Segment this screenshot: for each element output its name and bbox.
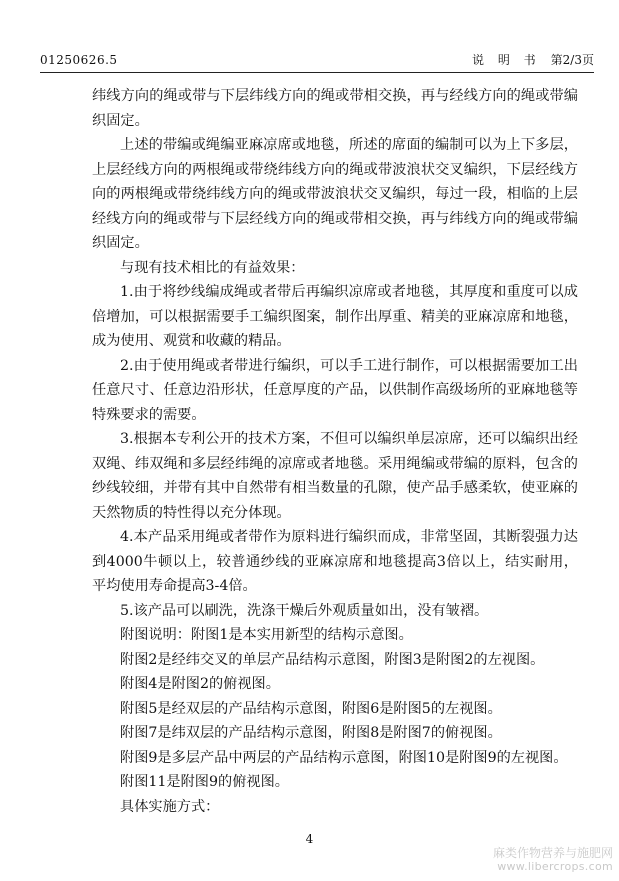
paragraph: 附图2是经纬交叉的单层产品结构示意图，附图3是附图2的左视图。 bbox=[120, 651, 545, 668]
header-right bbox=[472, 49, 594, 71]
paragraph: 纬线方向的绳或带与下层纬线方向的绳或带相交换，再与经线方向的绳或带编织固定。 bbox=[92, 88, 578, 129]
document-body bbox=[92, 84, 578, 819]
paragraph: 4.本产品采用绳或者带作为原料进行编织而成，非常坚固，其断裂强力达到4000牛顿以上，较普通纱线的亚麻凉席和地毯提高3倍以上，结实耐用， 平均使用寿命提高3-4倍。 bbox=[92, 529, 578, 594]
paragraph: 1.由于将纱线编成绳或者带后再编织凉席或者地毯，其厚度和重度可以成倍增加，可以根据需要手工编织图案，制作出厚重、精美的亚麻凉席和地毯，成为使用、观赏和收藏的精品。 bbox=[92, 284, 578, 349]
page-label: 第2/3页 bbox=[550, 53, 594, 67]
watermark-url: www.libercrops.com bbox=[497, 860, 613, 873]
paragraph: 附图7是纬双层的产品结构示意图，附图8是附图7的俯视图。 bbox=[120, 725, 502, 741]
paragraph: 附图说明：附图1是本实用新型的结构示意图。 bbox=[120, 627, 413, 643]
paragraph: 5.该产品可以刷洗，洗涤干燥后外观质量如出，没有皱褶。 bbox=[120, 602, 489, 619]
watermark-text: 麻类作物营养与施肥网 bbox=[492, 846, 613, 860]
paragraph: 2.由于使用绳或者带进行编织，可以手工进行制作，可以根据需要加工出任意尺寸、任意边沿形状，任意厚度的产品，以供制作高级场所的亚麻地毯等特殊要求的需要。 bbox=[92, 357, 578, 423]
page-number: 4 bbox=[305, 832, 314, 846]
paragraph: 3.根据本专利公开的技术方案，不但可以编织单层凉席，还可以编织出经双绳、纬双绳和多层经纬绳的凉席或者地毯。采用绳编或带编的原料，包含的纱线较细，并带有其中自然带有相当数量的孔隙，使产品手感柔软，使亚麻的天然物质的特性得以充分体现。 bbox=[92, 431, 578, 521]
paragraph: 附图11是附图9的俯视图。 bbox=[120, 774, 289, 790]
paragraph: 与现有技术相比的有益效果： bbox=[120, 259, 305, 276]
paragraph: 上述的带编或绳编亚麻凉席或地毯，所述的席面的编制可以为上下多层，上层经线方向的两根绳或带绕纬线方向的绳或带波浪状交叉编织，下层经线方向的两根绳或带绕纬线方向的绳或带波浪状交叉编织，每过一段，相临的上层经线方向的绳或带与下层经线方向的绳或带相交换，再与纬线方向的绳或带编织固定。 bbox=[92, 137, 578, 251]
paragraph: 具体实施方式： bbox=[120, 798, 220, 815]
page-header bbox=[40, 49, 594, 71]
site-watermark bbox=[493, 846, 613, 874]
header-rule bbox=[40, 72, 594, 73]
paragraph: 附图5是经双层的产品结构示意图，附图6是附图5的左视图。 bbox=[120, 700, 502, 717]
paragraph: 附图4是附图2的俯视图。 bbox=[120, 676, 280, 692]
paragraph: 附图9是多层产品中两层的产品结构示意图，附图10是附图9的左视图。 bbox=[120, 749, 568, 766]
patent-number: 01250626.5 bbox=[40, 53, 118, 67]
document-title: 说 明 书 bbox=[472, 53, 541, 67]
